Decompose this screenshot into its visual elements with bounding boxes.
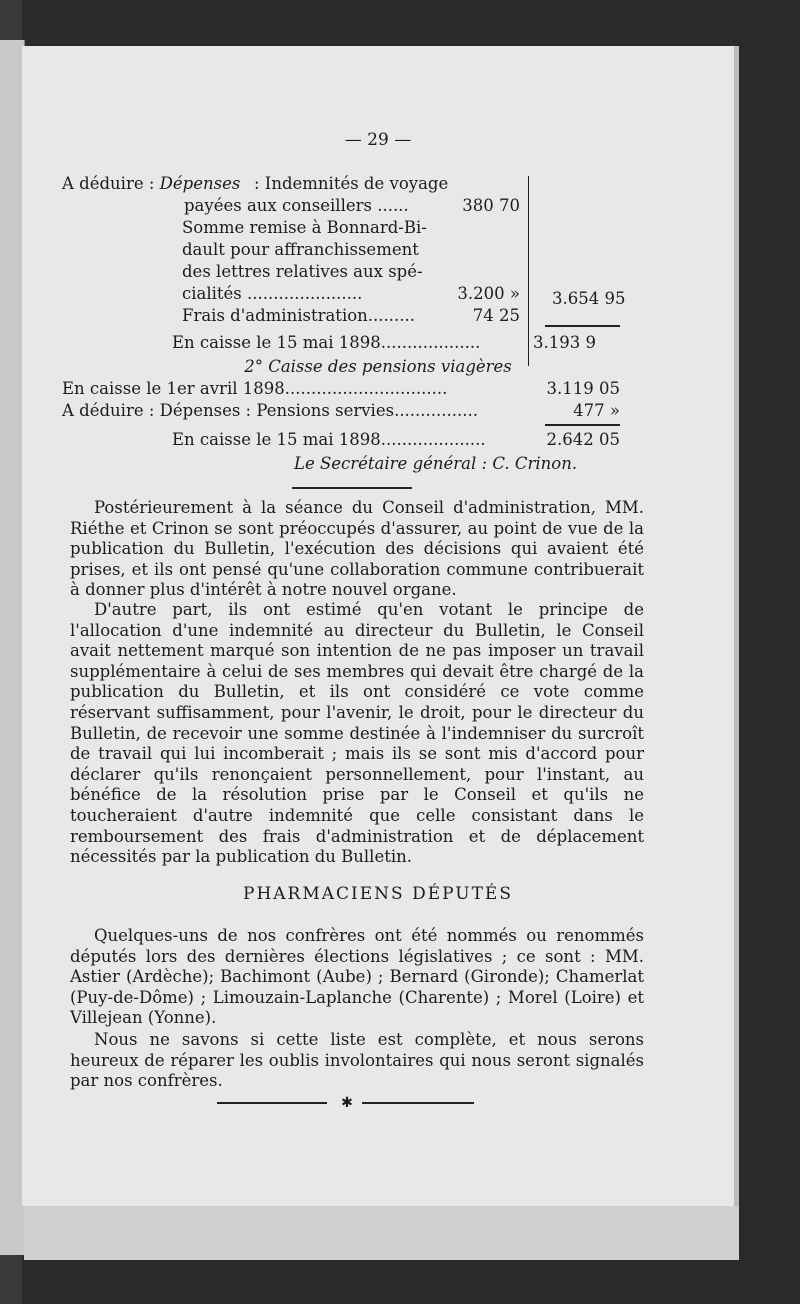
caisse1-label: En caisse le 15 mai 1898................... [172,333,481,352]
paragraph-4 [70,1030,644,1092]
ornament-icon: ✱ [341,1095,353,1111]
caisse2-start-label: En caisse le 1er avril 1898............................... [62,379,448,398]
caisse2-deduct-amount: 477 » [573,401,620,420]
caisse1-amount: 3.193 9 [533,333,596,352]
paragraph-3 [70,926,644,1029]
deduction-amount-5: 3.200 » [457,284,520,303]
paragraph-1-text: Postérieurement à la séance du Conseil d'administration, MM. Riéthe et Crinon se sont préoccupés d'assurer, au point de vue de la publication du Bulletin, l'exécution des décisions qui avaient été prises, et ils ont pensé qu'une collaboration commune contribuerait à donner plus d'intérêt à notre nouvel organe. [70,498,644,600]
deduction-line-5: cialités ...................... [182,284,363,303]
page-underlay [24,1200,739,1260]
ornament-line-right [362,1102,474,1104]
deduction-total: 3.654 95 [552,289,626,308]
deduction-label [62,174,240,194]
book-page [22,46,739,1206]
caisse2-start-amount: 3.119 05 [546,379,620,398]
paragraph-4-text: Nous ne savons si cette liste est complète, et nous serons heureux de réparer les oublis involontaires qui nous seront signalés par nos confrères. [70,1030,644,1091]
deduction-line-2: Somme remise à Bonnard-Bi- [182,218,427,237]
section-heading: PHARMACIENS DÉPUTÉS [243,884,513,904]
page-number: — 29 — [344,130,412,150]
caisse2-end-amount: 2.642 05 [546,430,620,449]
rule-1 [545,325,620,327]
separator [292,487,412,489]
paragraph-3-text: Quelques-uns de nos confrères ont été nommés ou renommés députés lors des dernières élections législatives ; ce sont : MM. Astier (Ardèche); Bachimont (Aube) ; Bernard (Gironde); Chamerlat (Puy-de-Dôme) ; Limouzain-Laplanche (Charente) ; Morel (Loire) et Villejean (Yonne). [70,926,644,1028]
deduction-line-1: payées aux conseillers ...... [184,196,409,215]
caisse2-end-label: En caisse le 15 mai 1898.................... [172,430,486,449]
deduction-italic: Dépenses [159,174,241,193]
deduction-line-0: : Indemnités de voyage [254,174,449,193]
paragraph-2 [70,600,644,868]
rule-2 [545,424,620,426]
deduction-line-6: Frais d'administration......... [182,306,415,325]
deduction-amount-6: 74 25 [472,306,520,325]
paragraph-1 [70,498,644,601]
deduction-line-4: des lettres relatives aux spé- [182,262,423,281]
deduction-line-3: dault pour affranchissement [182,240,419,259]
deduction-amount-1: 380 70 [462,196,520,215]
signature: Le Secrétaire général : C. Crinon. [294,454,578,473]
deduction-prefix: A déduire : [62,174,160,193]
section2-title: 2° Caisse des pensions viagères [244,357,512,376]
paragraph-2-text: D'autre part, ils ont estimé qu'en votant le principe de l'allocation d'une indemnité au directeur du Bulletin, le Conseil avait nettement marqué son intention de ne pas imposer un travail supplémentaire à celui de ses membres qui devait être chargé de la publication du Bulletin, et ils ont considéré ce vote comme réservant suffisamment, pour l'avenir, le droit, pour le directeur du Bulletin, de recevoir une somme destinée à l'indemniser du surcroît de travail qui lui incomberait ; mais ils se sont mis d'accord pour déclarer qu'ils renonçaient personnellement, pour l'instant, au bénéfice de la résolution prise par le Conseil et qu'ils ne toucheraient d'autre indemnité que celle consistant dans le remboursement des frais d'administration et de déplacement nécessités par la publication du Bulletin. [70,600,644,867]
caisse2-deduct-label: A déduire : Dépenses : Pensions servies................ [62,401,478,420]
